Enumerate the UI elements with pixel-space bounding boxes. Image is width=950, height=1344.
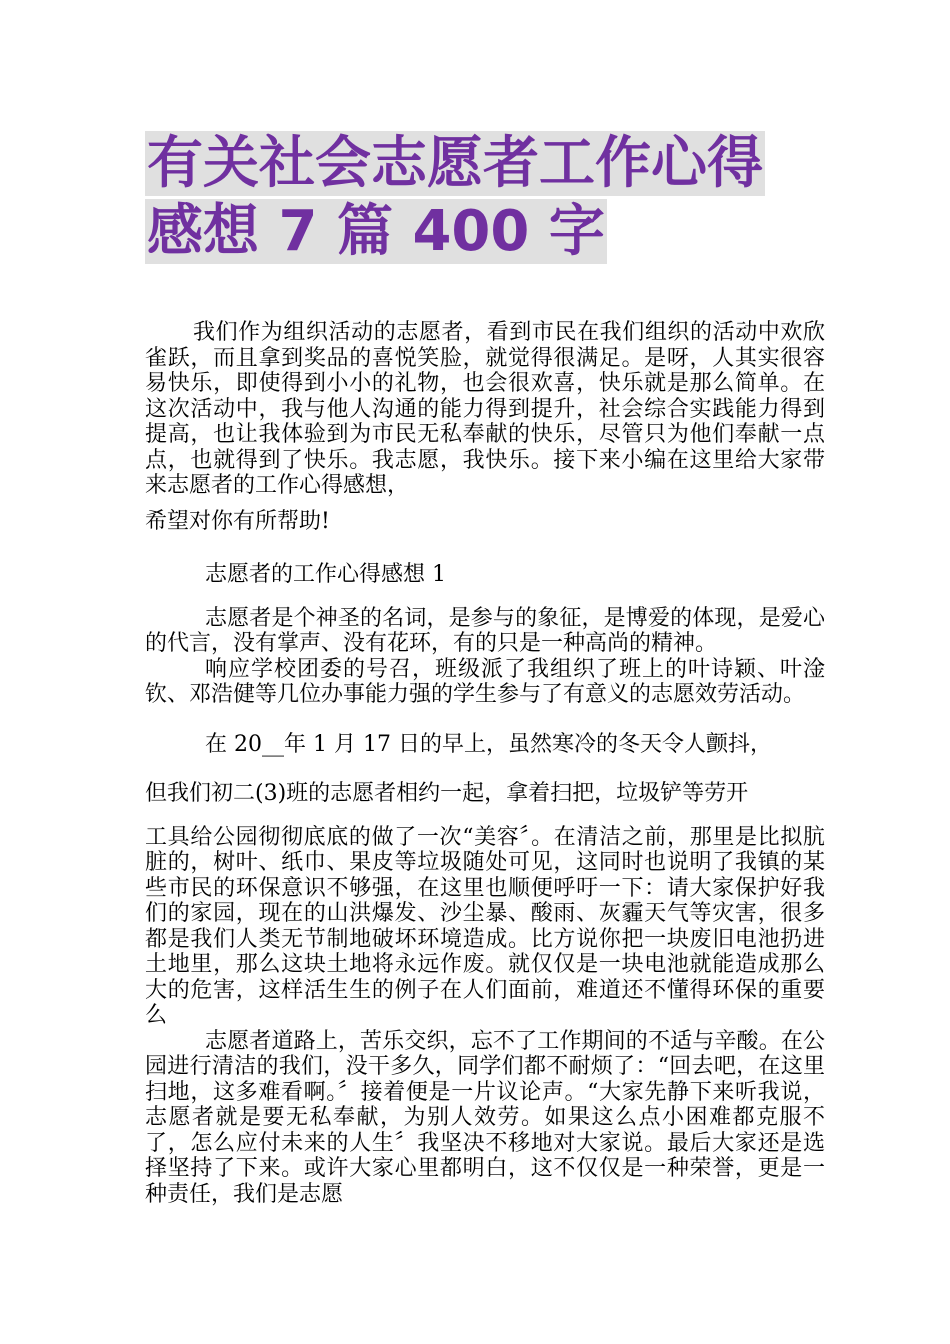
paragraph-3-line-2: 但我们初二(3)班的志愿者相约一起，拿着扫把，垃圾铲等劳开 [145, 781, 749, 806]
intro-closing: 希望对你有所帮助! [145, 508, 330, 534]
paragraph-1: 志愿者是个神圣的名词，是参与的象征，是博爱的体现，是爱心的代言，没有掌声、没有花环，有的只是一种高尚的精神。 [145, 605, 825, 656]
paragraph-4: 志愿者道路上，苦乐交织，忘不了工作期间的不适与辛酸。在公园进行清洁的我们，没干多久，同学们都不耐烦了：“回去吧，在这里扫地，这多难看啊。〞接着便是一片议论声。“大家先静下来听我说，志愿者就是要无私奉献，为别人效劳。如果这么点小困难都克服不了，怎么应付未来的人生〞我坚决不移地对大家说。最后大家还是选择坚持了下来。或许大家心里都明白，这不仅仅是一种荣誉，更是一种责任，我们是志愿 [145, 1028, 825, 1207]
paragraph-3-body: 工具给公园彻彻底底的做了一次“美容〞。在清洁之前，那里是比拟肮脏的，树叶、纸巾、果皮等垃圾随处可见，这同时也说明了我镇的某些市民的环保意识不够强，在这里也顺便呼吁一下：请大家保护好我们的家园，现在的山洪爆发、沙尘暴、酸雨、灰霾天气等灾害，很多都是我们人类无节制地破坏环境造成。比方说你把一块废旧电池扔进土地里，那么这块土地将永远作废。就仅仅是一块电池就能造成那么大的危害，这样活生生的例子在人们面前，难道还不懂得环保的重要么 [145, 824, 825, 1028]
intro-paragraph: 我们作为组织活动的志愿者，看到市民在我们组织的活动中欢欣雀跃，而且拿到奖品的喜悦笑脸，就觉得很满足。是呀，人其实很容易快乐，即使得到小小的礼物，也会很欢喜，快乐就是那么简单。在这次活动中，我与他人沟通的能力得到提升，社会综合实践能力得到提高，也让我体验到为市民无私奉献的快乐，尽管只为他们奉献一点点，也就得到了快乐。我志愿，我快乐。接下来小编在这里给大家带来志愿者的工作心得感想， [145, 320, 825, 498]
title-line-2: 感想 7 篇 400 字 [147, 199, 605, 264]
document-title [145, 130, 825, 266]
title-line-1: 有关社会志愿者工作心得 [147, 131, 763, 196]
paragraph-3-line-1: 在 20__年 1 月 17 日的早上，虽然寒冷的冬天令人颤抖， [205, 731, 772, 757]
section-heading: 志愿者的工作心得感想 1 [205, 562, 446, 587]
paragraph-2: 响应学校团委的号召，班级派了我组织了班上的叶诗颖、叶淦钦、邓浩健等几位办事能力强的学生参与了有意义的志愿效劳活动。 [145, 656, 825, 707]
document-body [145, 320, 825, 1207]
